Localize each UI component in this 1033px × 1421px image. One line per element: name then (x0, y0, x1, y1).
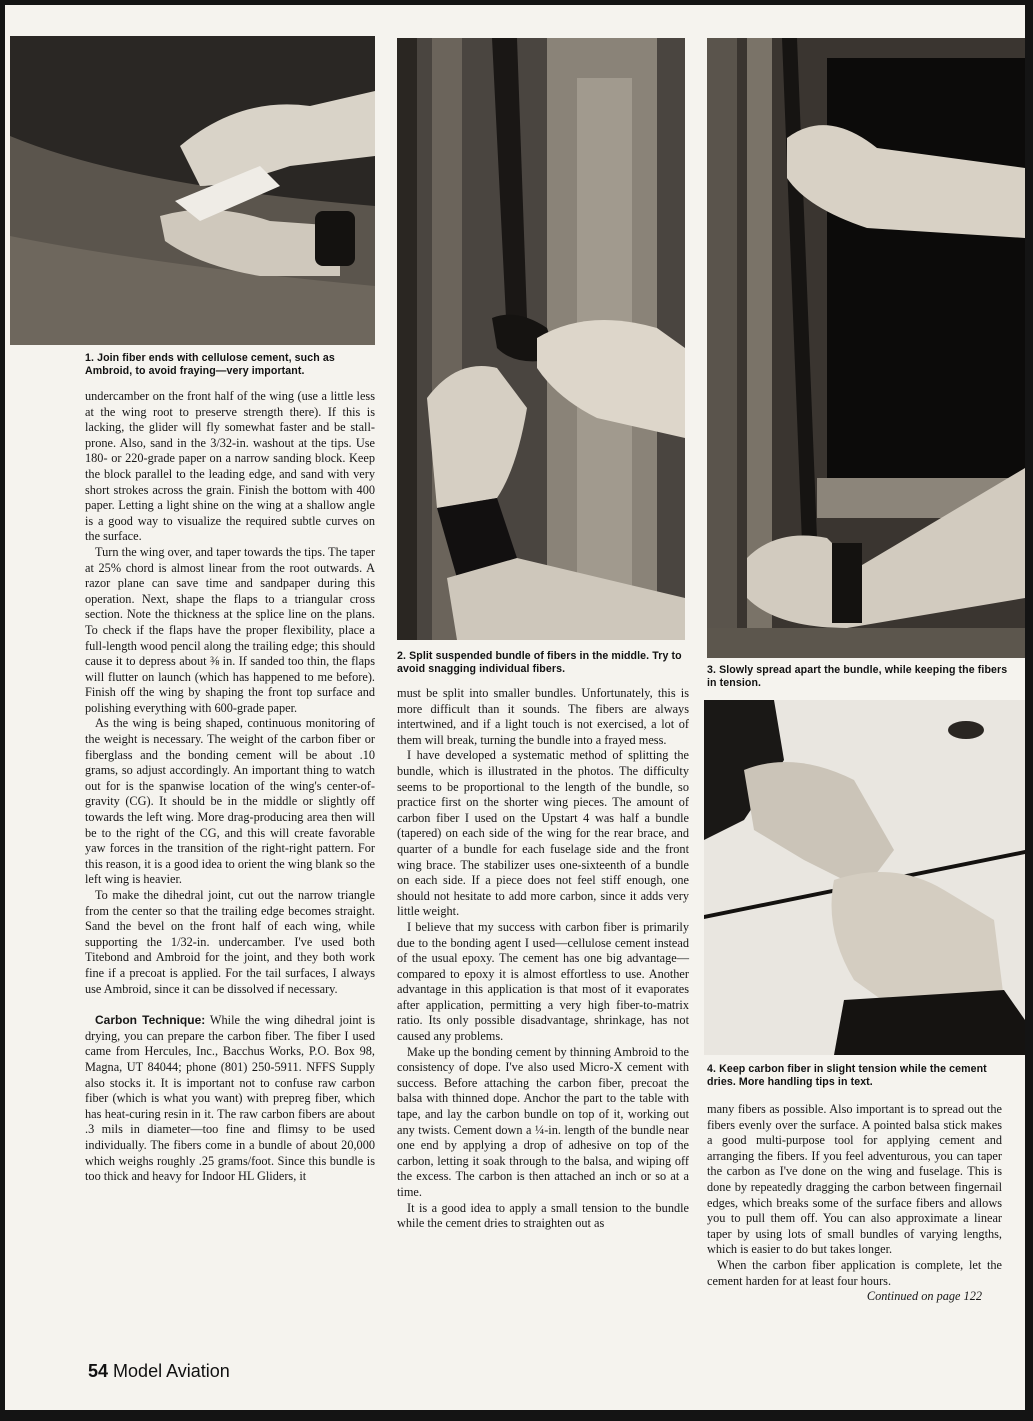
photo-3-caption: 3. Slowly spread apart the bundle, while keeping the fibers in tension. (707, 664, 1008, 689)
col3-paragraph: When the carbon fiber application is complete, let the cement harden for at least four hours. (707, 1257, 1002, 1288)
text-column-2 (397, 686, 689, 1232)
text-column-3 (707, 1102, 1002, 1305)
col1-paragraph: To make the dihedral joint, cut out the narrow triangle from the center so that the trailing edge becomes straight. Sand the bevel on the front half of each wing, while supporting the 1/32-in. undercamber. I've used both Titebond and Ambroid for the joint, and they both work fine if a precoat is applied. For the tail surfaces, I always use Ambroid, since it can be dissolved if necessary. (85, 888, 375, 996)
photo-4-cement-drying (704, 700, 1025, 1055)
carbon-technique-paragraph (85, 1013, 375, 1185)
photo-1-joining-fiber-ends (10, 36, 375, 345)
carbon-technique-text: While the wing dihedral joint is drying, you can prepare the carbon fiber. The fiber I used came from Hercules, Inc., Bacchus Works, P.O. Box 98, Magna, UT 84044; phone (801) 250-5911. NFFS Supply also stocks it. It is important not to confuse raw carbon fiber (which is what you want) with prepreg fiber, which has heat-curing resin in it. The raw carbon fibers are about .3 mils in diameter—too fine and flimsy to be used individually. The fibers come in a bundle of about 20,000 which weighs roughly .25 grams/foot. Since this bundle is too thick and heavy for Indoor HL Gliders, it (85, 1013, 375, 1184)
page-number: 54 (88, 1361, 109, 1381)
col2-paragraph: must be split into smaller bundles. Unfortunately, this is more difficult than it sounds. The fibers are always intertwined, and if a light touch is not exercised, a lot of them will break, turning the bundle into a frayed mess. (397, 686, 689, 747)
photo-3-spreading-bundle (707, 38, 1025, 658)
col3-paragraph: many fibers as possible. Also important is to spread out the fibers evenly over the surface. A pointed balsa stick makes a good multi-purpose tool for applying cement and arranging the fibers. If you feel adventurous, you can taper the carbon as I've done on the wing and fuselage. This is done by repeatedly dragging the carbon between fingernail edges, which breaks some of the surface fibers and allows you to pull them off. You can also approximate a linear taper by using lots of small bundles of varying lengths, which is easier to do but takes longer. (707, 1102, 1002, 1257)
page-footer (88, 1361, 230, 1382)
carbon-technique-heading: Carbon Technique: (95, 1013, 206, 1028)
col2-paragraph: I have developed a systematic method of splitting the bundle, which is illustrated in the photos. The difficulty seems to be proportional to the length of the bundle, so practice first on the shorter wing pieces. The amount of carbon fiber I used on the Upstart 4 was half a bundle (tapered) on each side of the wing for the rear brace, and quarter of a bundle for each fuselage side and the front wing brace. The stabilizer uses one-sixteenth of a bundle on each side. If a piece does not feel stiff enough, one should not hesitate to add more carbon, since it adds very little weight. (397, 748, 689, 919)
magazine-title: Model Aviation (113, 1361, 230, 1381)
photo-2-splitting-bundle (397, 38, 685, 640)
col1-paragraph: Turn the wing over, and taper towards the tips. The taper at 25% chord is almost linear from the root outwards. A razor plane can save time and sandpaper during this operation. Next, shape the flaps to a triangular cross section. Note the thickness at the splice line on the plans. To check if the flaps have the proper flexibility, place a full-length wood pencil along the trailing edge; this should cause it to depress about ⅜ in. If sanded too thin, the flaps will flutter on launch (which has happened to me before). Finish off the wing by shaping the front top surface and polishing everything with 600-grade paper. (85, 544, 375, 715)
magazine-page (5, 5, 1025, 1410)
photo-2-caption: 2. Split suspended bundle of fibers in the middle. Try to avoid snagging individual fibers. (397, 650, 682, 675)
continued-on-page: Continued on page 122 (866, 1289, 982, 1304)
photo-1-caption: 1. Join fiber ends with cellulose cement, such as Ambroid, to avoid fraying—very important. (85, 352, 335, 377)
col2-paragraph: It is a good idea to apply a small tension to the bundle while the cement dries to straighten out as (397, 1200, 689, 1231)
col2-paragraph: I believe that my success with carbon fiber is primarily due to the bonding agent I used—cellulose cement instead of the usual epoxy. The cement has one big advantage—compared to epoxy it is almost effortless to use. Another advantage in this application is that most of it evaporates after application, permitting a very high fiber-to-matrix ratio. Its only possible disadvantage, shrinkage, has not caused any problems. (397, 919, 689, 1044)
col1-paragraph: As the wing is being shaped, continuous monitoring of the weight is necessary. The weight of the carbon fiber or fiberglass and the bonding cement will be about .10 grams, so adjust accordingly. An important thing to watch out for is the spanwise location of the wing's center-of-gravity (CG). It should be in the middle or slightly off towards the left wing. More drag-producing area then will be to the right of the CG, and this will create favorable yaw forces in the transition of the right-right pattern. For this reason, it is a good idea to orient the wing blank so the left wing is heavier. (85, 716, 375, 887)
col2-paragraph: Make up the bonding cement by thinning Ambroid to the consistency of dope. I've also used Micro-X cement with success. Before attaching the carbon fiber, precoat the balsa with thinned dope. Anchor the part to the table with tape, and lay the carbon bundle on top of it, working out any twists. Cement down a ¼-in. length of the bundle near one end by applying a drop of adhesive on top of the carbon, letting it soak through to the balsa, and wiping off the excess. The carbon is then attached an inch or so at a time. (397, 1044, 689, 1199)
col1-paragraph: undercamber on the front half of the wing (use a little less at the wing root to preserve strength there). If this is lacking, the glider will fly somewhat faster and be stall-prone. Also, sand in the 3/32-in. washout at the tips. Use 180- or 220-grade paper on a narrow sanding block. Keep the block parallel to the leading edge, and sand with very short strokes across the grain. Finish the bottom with 400 paper. Letting a light shine on the wing at a shallow angle is a good way to visualize the required subtle curves on the surface. (85, 389, 375, 544)
text-column-1 (85, 389, 375, 1185)
photo-4-caption: 4. Keep carbon fiber in slight tension while the cement dries. More handling tips in text. (707, 1063, 987, 1088)
